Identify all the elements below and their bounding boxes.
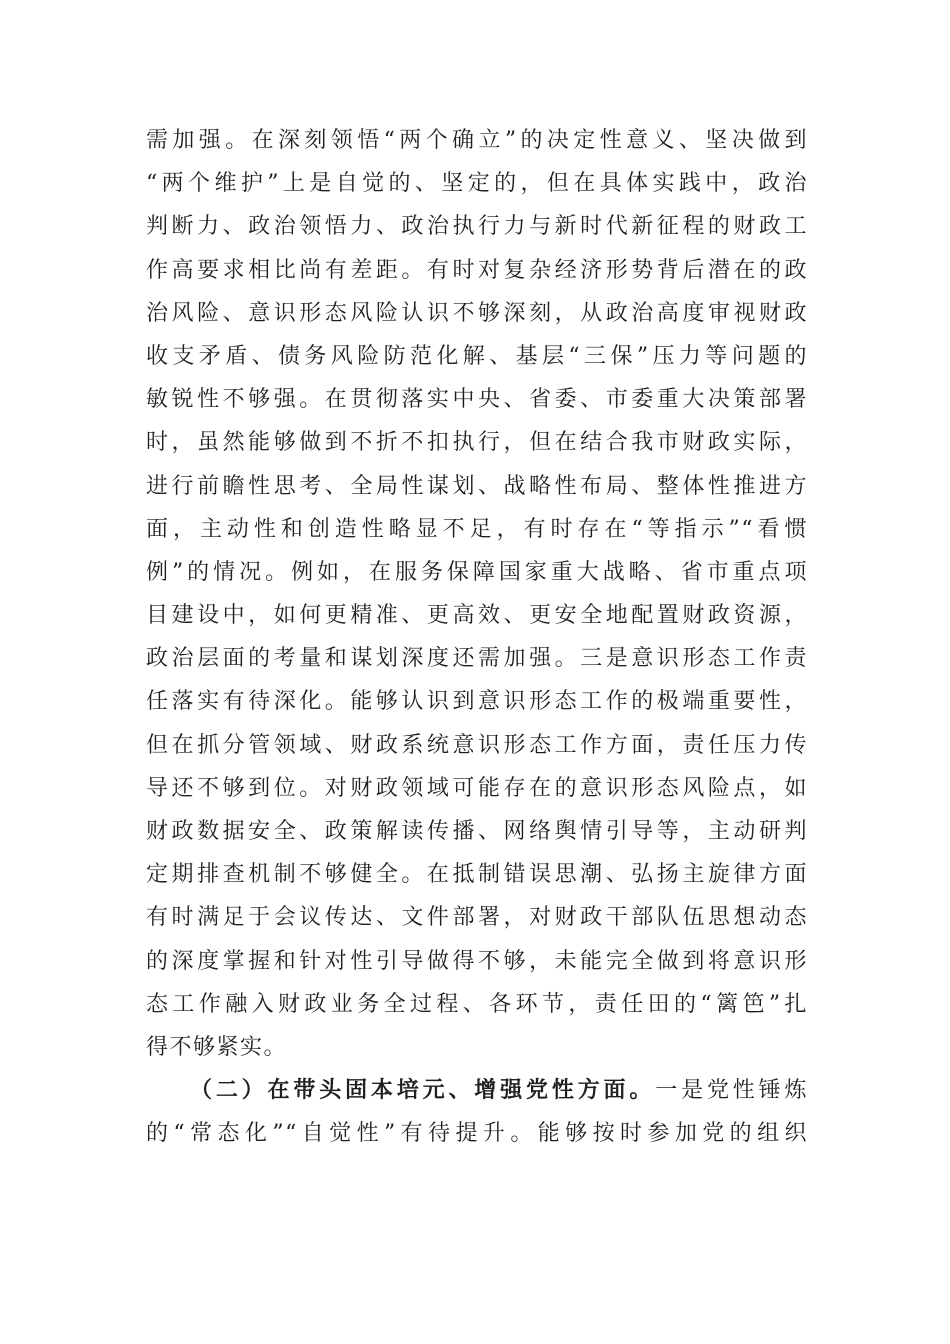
text-line: 有时满足于会议传达、文件部署，对财政干部队伍思想动态 bbox=[146, 905, 808, 931]
text-line: 目建设中，如何更精准、更高效、更安全地配置财政资源， bbox=[146, 603, 808, 629]
section-heading: （二）在带头固本培元、增强党性方面。 bbox=[190, 1077, 656, 1104]
text-line: 进行前瞻性思考、全局性谋划、战略性布局、整体性推进方 bbox=[146, 473, 808, 499]
text-line: 财政数据安全、政策解读传播、网络舆情引导等，主动研判 bbox=[146, 819, 808, 844]
text-line: 收支矛盾、债务风险防范化解、基层“三保”压力等问题的 bbox=[146, 343, 808, 369]
section-heading-line bbox=[146, 1069, 808, 1112]
text-line: 治风险、意识形态风险认识不够深刻，从政治高度审视财政 bbox=[146, 300, 808, 326]
text-line: 但在抓分管领域、财政系统意识形态工作方面，责任压力传 bbox=[146, 732, 808, 758]
text-line: 例”的情况。例如，在服务保障国家重大战略、省市重点项 bbox=[146, 559, 808, 585]
text-line: 定期排查机制不够健全。在抵制错误思潮、弘扬主旋律方面 bbox=[146, 862, 808, 888]
text-line: 态工作融入财政业务全过程、各环节，责任田的“篱笆”扎 bbox=[146, 991, 808, 1017]
text-line: 判断力、政治领悟力、政治执行力与新时代新征程的财政工 bbox=[146, 214, 808, 240]
text-line: 政治层面的考量和谋划深度还需加强。三是意识形态工作责 bbox=[146, 646, 808, 672]
text-line: 面，主动性和创造性略显不足，有时存在“等指示”“看惯 bbox=[146, 516, 808, 542]
text-line: 导还不够到位。对财政领域可能存在的意识形态风险点，如 bbox=[146, 775, 808, 801]
text-line: 敏锐性不够强。在贯彻落实中央、省委、市委重大决策部署 bbox=[146, 387, 808, 413]
text-line: 得不够紧实。 bbox=[146, 1034, 288, 1060]
text-line: 需加强。在深刻领悟“两个确立”的决定性意义、坚决做到 bbox=[146, 128, 808, 153]
text-line: 时，虽然能够做到不折不扣执行，但在结合我市财政实际， bbox=[146, 430, 808, 456]
text-line: 作高要求相比尚有差距。有时对复杂经济形势背后潜在的政 bbox=[146, 257, 808, 283]
text-line: 的深度掌握和针对性引导做得不够，未能完全做到将意识形 bbox=[146, 948, 808, 974]
text-line: 任落实有待深化。能够认识到意识形态工作的极端重要性， bbox=[146, 689, 808, 715]
text-line: 的“常态化”“自觉性”有待提升。能够按时参加党的组织 bbox=[146, 1121, 808, 1147]
body-text bbox=[146, 119, 808, 1156]
text-line: “两个维护”上是自觉的、坚定的，但在具体实践中，政治 bbox=[146, 171, 808, 197]
section-heading-continuation: 一是党性锤炼 bbox=[655, 1078, 808, 1104]
